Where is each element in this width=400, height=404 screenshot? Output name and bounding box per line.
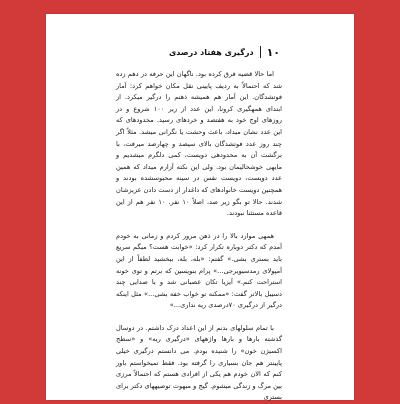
paragraph: همهی موارد بالا را در ذهن مرور کردم و زمانی به خودم آمدم که دکتر دوباره تکرار کرد: «خوابت هست؟ میگم سریع باید بستری بشی.» گفتم: «بله، بله، ببخشید لطفاً از این آمپولای رمدسیویرجی...» پرام بنویسین که برتم و توی خونه استراحت کنم.» آیزیا تکان عصبانی شد و با صدایی چند دسیبل بالاتر گفت: «ممکنه تو خواب خفه بشی...» مثل اینکه درگیر از درگیری ۷۰درصدی ریه نداری...» (116, 231, 282, 310)
header-divider (260, 46, 261, 58)
page-number: ۱۰ (266, 45, 280, 59)
page-header (116, 44, 280, 60)
book-page (46, 14, 354, 400)
running-title: درگیری هفتاد درصدی (168, 47, 254, 57)
page-body (116, 69, 282, 404)
paragraph: با تمام سلولهای بدنم از این اعداد درک داشتم. در دوسال گذشته بارها و بارها واژههای «درگیری ریه» و «سطح اکسیژن خون» را شنیده بودم. می دانستم درگیری خیلی پایینتر هم جان بسیاری را گرفته بود. فقط نمیخواستم باور کنم که الان خودم هم یکی از افرادی هستم که احتمالاً مرزی بین مرگ و زندگی میشوم. گیج و مبهوت توصیههای دکتر برای بستری (116, 323, 282, 402)
paragraph: اما حالا قضیه فرق کرده بود. ناگهان این حرفه در دهم زده شد که احتمالاً به ردیف پایینی نقل مکان خواهم کرد: آمار فوتشدگان. این آمار هم همیشه ذهنم را درگیر میکرد. از ابتدای همهگیری کرونا، این عدد از زیر ۱۰۰ شروع و در روزهای اوج خود به هفتصد و خردهای رسید. محدودهای که این عدد نشان میداد، باعث وحشت یا نگرانی میشد. مثلاً اگر چند روز عدد فوتشدگان بالای سیصد و چهارصد میرفت، با برگشت آن به محدودهی دویست، کمی دلگرم میشدیم و مایهی خوشحالیمان بود. ولی این نکته آزارم میداد که همین عدد دویست، دویست نفس در سینه محبوسشده بودند و همچنین دویست خانوادهای که داغدار از دست دادن عزیزشان شدند. حالا تو بگو زیر صد، اصلاً ۱۰ نفر. ۱۰ نفر هم از این قاعده مستثنا نبودند. (116, 70, 283, 218)
